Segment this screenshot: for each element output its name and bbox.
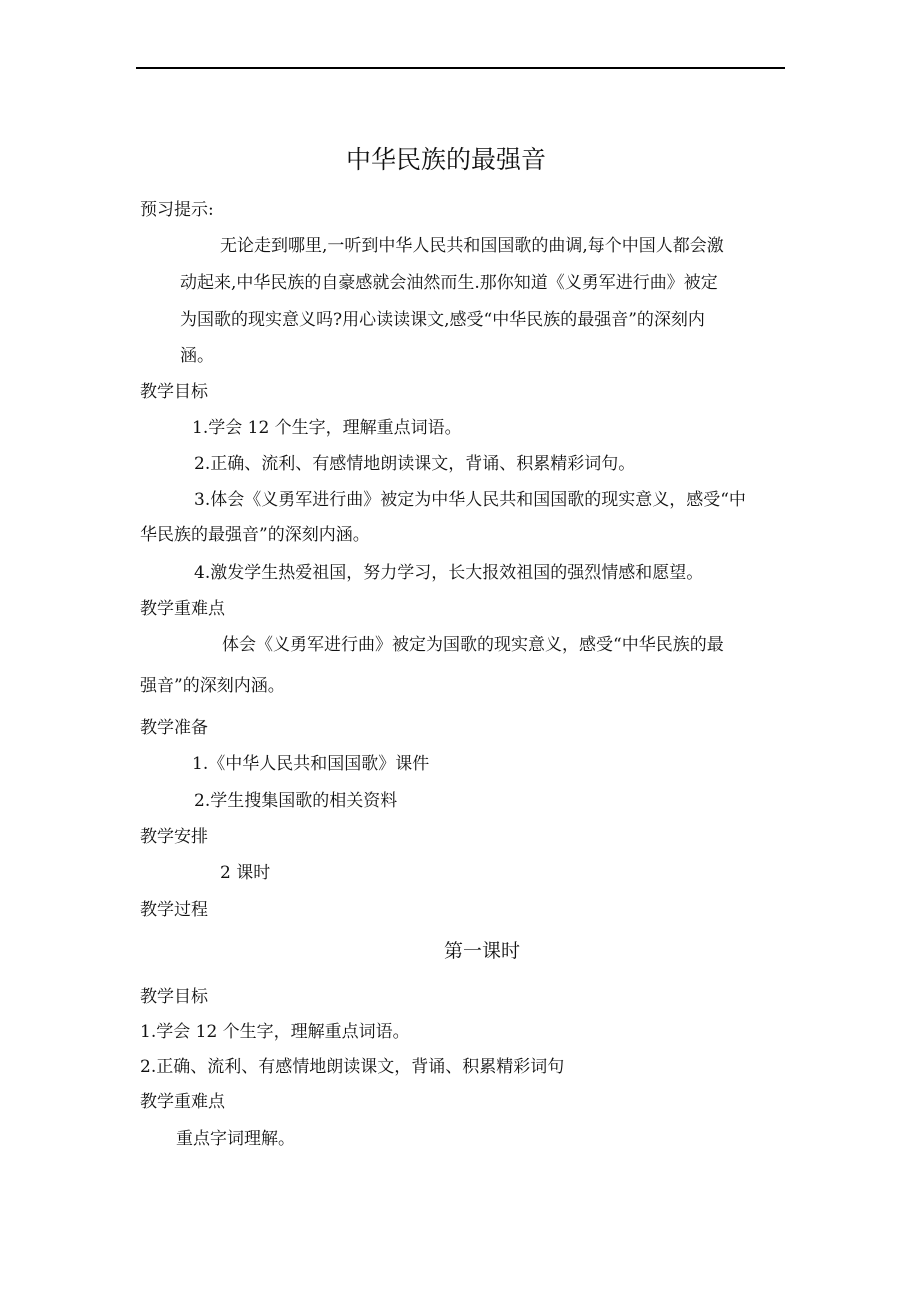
lesson-goals-heading: 教学目标 [140, 987, 208, 1007]
header-rule [136, 67, 785, 69]
key-points-heading: 教学重难点 [140, 599, 225, 619]
lesson-key-text: 重点字词理解。 [176, 1129, 295, 1149]
lesson-goal-item: 2.正确、流利、有感情地朗读课文，背诵、积累精彩词句 [140, 1057, 565, 1077]
preparation-item: 2.学生搜集国歌的相关资料 [194, 791, 398, 811]
goal-item: 3.体会《义勇军进行曲》被定为中华人民共和国国歌的现实意义，感受“中 [194, 490, 746, 510]
goal-item: 华民族的最强音”的深刻内涵。 [140, 525, 370, 545]
process-heading: 教学过程 [140, 900, 208, 920]
key-points-line: 体会《义勇军进行曲》被定为国歌的现实意义，感受“中华民族的最 [222, 635, 724, 655]
page-title: 中华民族的最强音 [345, 145, 546, 174]
goal-item: 1.学会 12 个生字，理解重点词语。 [192, 418, 462, 438]
preview-line: 无论走到哪里,一听到中华人民共和国国歌的曲调,每个中国人都会激 [220, 236, 724, 256]
lesson-title: 第一课时 [443, 940, 520, 962]
goals-heading: 教学目标 [140, 382, 208, 402]
lesson-goal-item: 1.学会 12 个生字，理解重点词语。 [140, 1022, 410, 1042]
preview-line: 涵。 [180, 346, 214, 366]
lesson-key-heading: 教学重难点 [140, 1092, 225, 1112]
preview-line: 为国歌的现实意义吗?用心读读课文,感受“中华民族的最强音”的深刻内 [180, 310, 705, 330]
preview-heading: 预习提示: [140, 200, 214, 220]
preview-line: 动起来,中华民族的自豪感就会油然而生.那你知道《义勇军进行曲》被定 [180, 273, 718, 293]
goal-item: 4.激发学生热爱祖国，努力学习，长大报效祖国的强烈情感和愿望。 [194, 563, 704, 583]
key-points-line: 强音”的深刻内涵。 [140, 676, 285, 696]
schedule-value: 2 课时 [220, 863, 271, 883]
preparation-item: 1.《中华人民共和国国歌》课件 [192, 754, 430, 774]
goal-item: 2.正确、流利、有感情地朗读课文，背诵、积累精彩词句。 [194, 454, 636, 474]
schedule-heading: 教学安排 [140, 827, 208, 847]
preparation-heading: 教学准备 [140, 718, 208, 738]
